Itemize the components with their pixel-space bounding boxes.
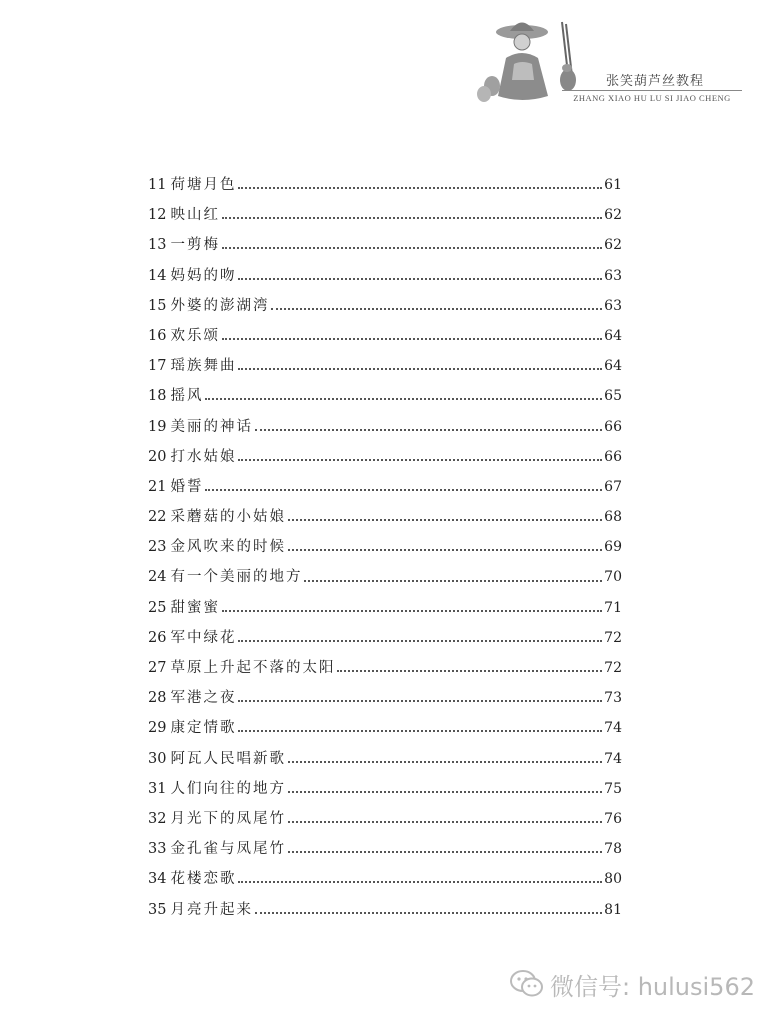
toc-entry-number: 33 xyxy=(148,841,167,858)
toc-entry[interactable] xyxy=(148,653,622,683)
toc-entry-number: 26 xyxy=(148,629,167,646)
toc-entry-title: 婚誓 xyxy=(170,478,204,495)
toc-entry[interactable] xyxy=(148,804,622,834)
toc-entry[interactable] xyxy=(148,864,622,894)
toc-entry-number: 31 xyxy=(148,780,167,797)
toc-leader-dots xyxy=(205,489,602,491)
toc-entry[interactable] xyxy=(148,472,622,502)
toc-entry[interactable] xyxy=(148,442,622,472)
toc-entry[interactable] xyxy=(148,291,622,321)
toc-entry-number: 11 xyxy=(148,177,167,193)
toc-leader-dots xyxy=(288,851,602,853)
toc-entry-title: 妈妈的吻 xyxy=(170,267,237,284)
toc-entry-number: 18 xyxy=(148,388,167,405)
toc-leader-dots xyxy=(255,429,602,431)
toc-entry-page: 78 xyxy=(604,841,622,858)
toc-entry-title: 甜蜜蜜 xyxy=(170,599,220,616)
toc-entry-page: 63 xyxy=(604,267,622,284)
toc-leader-dots xyxy=(238,368,602,370)
toc-entry-title: 军港之夜 xyxy=(170,690,237,707)
toc-entry-title: 阿瓦人民唱新歌 xyxy=(170,750,286,767)
toc-entry-page: 71 xyxy=(604,599,622,616)
toc-entry-number: 19 xyxy=(148,418,167,435)
toc-leader-dots xyxy=(288,549,602,551)
toc-entry-page: 67 xyxy=(604,478,622,495)
toc-entry-title: 月亮升起来 xyxy=(170,901,253,918)
toc-entry-title: 金孔雀与凤尾竹 xyxy=(170,841,286,858)
toc-entry-page: 66 xyxy=(604,448,622,465)
toc-entry-number: 28 xyxy=(148,690,167,707)
toc-entry[interactable] xyxy=(148,412,622,442)
toc-entry-page: 62 xyxy=(604,207,622,224)
toc-leader-dots xyxy=(205,398,602,400)
toc-entry-title: 采蘑菇的小姑娘 xyxy=(170,509,286,526)
toc-leader-dots xyxy=(288,519,602,521)
toc-entry-page: 72 xyxy=(604,660,622,676)
toc-entry-page: 64 xyxy=(604,358,622,375)
toc-entry-title: 金风吹来的时候 xyxy=(170,539,286,556)
toc-entry[interactable] xyxy=(148,774,622,804)
watermark-text: 微信号: hulusi562 xyxy=(550,972,755,1001)
toc-entry-number: 21 xyxy=(148,478,167,495)
toc-entry-title: 一剪梅 xyxy=(170,237,220,254)
toc-entry-page: 68 xyxy=(604,509,622,526)
toc-entry-page: 63 xyxy=(604,297,622,314)
toc-leader-dots xyxy=(238,730,602,732)
toc-leader-dots xyxy=(304,580,602,582)
toc-entry-page: 74 xyxy=(604,720,622,737)
toc-leader-dots xyxy=(222,217,602,219)
toc-entry[interactable] xyxy=(148,834,622,864)
toc-entry[interactable] xyxy=(148,321,622,351)
toc-entry-title: 打水姑娘 xyxy=(170,448,237,465)
toc-entry[interactable] xyxy=(148,744,622,774)
toc-entry-number: 22 xyxy=(148,509,167,526)
toc-entry-number: 20 xyxy=(148,448,167,465)
toc-leader-dots xyxy=(288,791,602,793)
toc-entry-title: 有一个美丽的地方 xyxy=(170,569,303,586)
toc-entry-page: 75 xyxy=(604,780,622,797)
toc-entry-number: 25 xyxy=(148,599,167,616)
toc-entry-page: 70 xyxy=(604,569,622,586)
toc-entry[interactable] xyxy=(148,170,622,200)
toc-leader-dots xyxy=(222,247,602,249)
toc-entry-page: 76 xyxy=(604,810,622,827)
toc-leader-dots xyxy=(222,338,602,340)
toc-entry[interactable] xyxy=(148,562,622,592)
toc-leader-dots xyxy=(238,640,602,642)
toc-leader-dots xyxy=(288,821,602,823)
toc-entry[interactable] xyxy=(148,895,622,925)
toc-entry-number: 32 xyxy=(148,810,167,827)
wechat-watermark xyxy=(510,964,755,1004)
header-divider xyxy=(562,90,742,91)
toc-entry-number: 16 xyxy=(148,327,167,344)
toc-entry[interactable] xyxy=(148,261,622,291)
toc-leader-dots xyxy=(271,308,602,310)
toc-entry-number: 34 xyxy=(148,871,167,888)
toc-entry-title: 月光下的凤尾竹 xyxy=(170,810,286,827)
wechat-icon xyxy=(510,969,544,999)
toc-entry-page: 69 xyxy=(604,539,622,556)
toc-entry-number: 35 xyxy=(148,901,167,918)
toc-leader-dots xyxy=(255,912,602,914)
toc-entry[interactable] xyxy=(148,351,622,381)
book-series-subtitle: ZHANG XIAO HU LU SI JIAO CHENG xyxy=(573,93,731,103)
toc-entry[interactable] xyxy=(148,502,622,532)
toc-leader-dots xyxy=(288,761,602,763)
toc-entry[interactable] xyxy=(148,230,622,260)
toc-entry-page: 65 xyxy=(604,388,622,405)
toc-entry-number: 23 xyxy=(148,539,167,556)
toc-entry-page: 73 xyxy=(604,690,622,707)
toc-entry-number: 24 xyxy=(148,569,167,586)
table-of-contents xyxy=(148,170,622,925)
toc-entry[interactable] xyxy=(148,200,622,230)
toc-leader-dots xyxy=(222,610,602,612)
toc-entry-page: 61 xyxy=(604,177,622,193)
toc-entry-title: 草原上升起不落的太阳 xyxy=(170,660,336,676)
toc-entry-page: 72 xyxy=(604,629,622,646)
toc-entry-page: 74 xyxy=(604,750,622,767)
toc-entry[interactable] xyxy=(148,683,622,713)
toc-entry-number: 12 xyxy=(148,207,167,224)
toc-entry-title: 美丽的神话 xyxy=(170,418,253,435)
toc-entry-title: 人们向往的地方 xyxy=(170,780,286,797)
toc-leader-dots xyxy=(337,670,602,672)
toc-leader-dots xyxy=(238,278,602,280)
toc-entry-title: 瑶族舞曲 xyxy=(170,358,237,375)
toc-entry-title: 欢乐颂 xyxy=(170,327,220,344)
toc-leader-dots xyxy=(238,187,602,189)
toc-entry-title: 摇风 xyxy=(170,388,204,405)
toc-entry[interactable] xyxy=(148,623,622,653)
toc-entry[interactable] xyxy=(148,713,622,743)
toc-entry-page: 81 xyxy=(604,901,622,918)
toc-entry[interactable] xyxy=(148,593,622,623)
toc-entry[interactable] xyxy=(148,381,622,411)
toc-entry-page: 66 xyxy=(604,418,622,435)
toc-entry-number: 14 xyxy=(148,267,167,284)
toc-leader-dots xyxy=(238,459,602,461)
toc-entry-title: 荷塘月色 xyxy=(170,177,237,193)
toc-entry-number: 30 xyxy=(148,750,167,767)
toc-entry-number: 29 xyxy=(148,720,167,737)
toc-leader-dots xyxy=(238,881,602,883)
toc-entry-number: 13 xyxy=(148,237,167,254)
toc-entry-title: 外婆的澎湖湾 xyxy=(170,297,270,314)
book-series-title: 张笑葫芦丝教程 xyxy=(605,74,704,89)
toc-entry-number: 15 xyxy=(148,297,167,314)
toc-entry-page: 80 xyxy=(604,871,622,888)
page-header xyxy=(470,14,740,104)
toc-entry[interactable] xyxy=(148,532,622,562)
toc-entry-title: 康定情歌 xyxy=(170,720,237,737)
toc-entry-title: 军中绿花 xyxy=(170,629,237,646)
toc-entry-page: 62 xyxy=(604,237,622,254)
toc-entry-title: 花楼恋歌 xyxy=(170,871,237,888)
toc-leader-dots xyxy=(238,700,602,702)
toc-entry-title: 映山红 xyxy=(170,207,220,224)
toc-entry-number: 17 xyxy=(148,358,167,375)
toc-entry-number: 27 xyxy=(148,660,167,676)
toc-entry-page: 64 xyxy=(604,327,622,344)
